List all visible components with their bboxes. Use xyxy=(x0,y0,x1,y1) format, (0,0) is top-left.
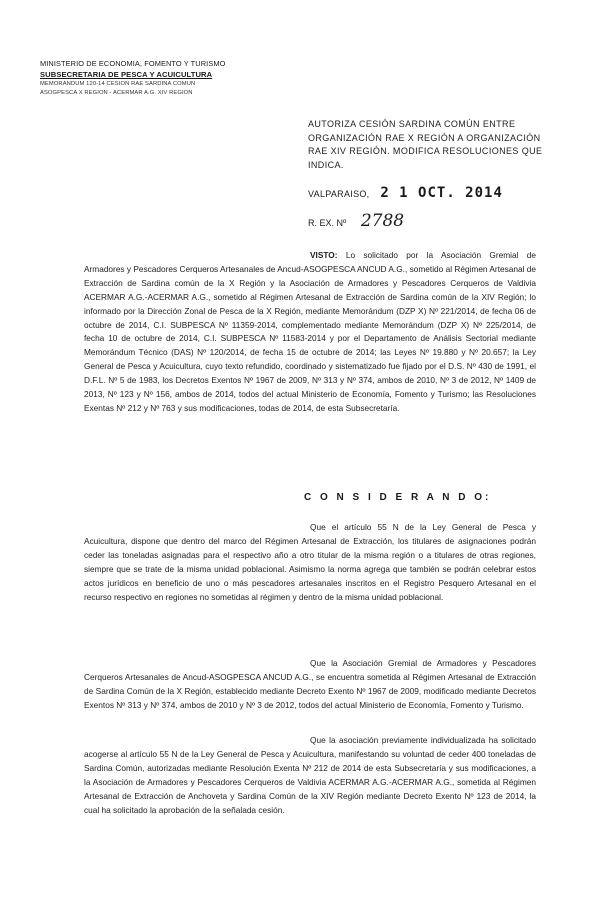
exenta-label: R. EX. Nº xyxy=(308,218,347,228)
visto-text: Lo solicitado por la Asociación Gremial de Armadores y Pescadores Cerqueros Artesanales de Ancud-ASOGPESCA ANCUD A.G., sometido al Régimen Artesanal de Extracción de Sardina común de la X Región y la Asociación de Armadores y Pescadores Cerqueros de Valdivia ACERMAR A.G.-ACERMAR A.G., sometido al Régimen Artesanal de Extracción de Sardina común de la XIV Región; lo informado por la Dirección Zonal de Pesca de la X Región, mediante Memorándum (DZP X) Nº 221/2014, de fecha 06 de octubre de 2014, C.I. SUBPESCA Nº 11359-2014, complementado mediante Memorándum (DZP X) Nº 225/2014, de fecha 10 de octubre de 2014, C.I. SUBPESCA Nº 11583-2014 y por el Departamento de Análisis Sectorial mediante Memorándum Técnico (DAS) Nº 120/2014, de fecha 15 de octubre de 2014; las Leyes Nº 19.880 y Nº 20.657; la Ley General de Pesca y Acuicultura, cuyo texto refundido, coordinado y sistematizado fue fijado por el D.S. Nº 430 de 1991, el D.F.L. Nº 5 de 1983, los Decretos Exentos Nº 1967 de 2009, Nº 313 y Nº 374, ambos de 2010, Nº 3 de 2012, Nº 1409 de 2013, Nº 123 y Nº 156, ambos de 2014, todos del actual Ministerio de Economía, Fomento y Turismo; las Resoluciones Exentas Nº 212 y Nº 763 y sus modificaciones, todas de 2014, de esta Subsecretaría. xyxy=(84,250,536,413)
dateline xyxy=(308,185,503,201)
considerando-paragraph-2: Que la Asociación Gremial de Armadores y Pescadores Cerqueros Artesanales de Ancud-ASOGPESCA ANCUD A.G., se encuentra sometida al Régimen Artesanal de Extracción de Sardina Común de la X Región, establecido mediante Decreto Exento Nº 1967 de 2009, modificado mediante Decretos Exentos Nº 313 y Nº 374, ambos de 2010 y Nº 3 de 2012, todos del actual Ministerio de Economía, Fomento y Turismo. xyxy=(84,658,536,710)
considerando-paragraph-3: Que la asociación previamente individualizada ha solicitado acogerse al artículo 55 N de la Ley General de Pesca y Acuicultura, manifestando su voluntad de ceder 400 toneladas de Sardina Común, autorizadas mediante Resolución Exenta Nº 212 de 2014 de esta Subsecretaría y sus modificaciones, a la Asociación de Armadores y Pescadores Cerqueros de Valdivia ACERMAR A.G.-ACERMAR A.G., sometida al Régimen Artesanal de Extracción de Anchoveta y Sardina Común de la XIV Región mediante Decreto Exento Nº 123 de 2014, la cual ha solicitado la aprobación de la señalada cesión. xyxy=(84,735,536,815)
considerando-heading: C O N S I D E R A N D O: xyxy=(304,492,492,503)
visto-paragraph xyxy=(84,249,536,416)
visto-label: VISTO: xyxy=(310,250,338,260)
place-label: VALPARAISO, xyxy=(308,189,370,199)
exenta-number xyxy=(308,211,404,231)
memo-reference-line-1: MEMORANDUM 120-14 CESION RAE SARDINA COMUN xyxy=(40,81,196,87)
resolution-summary: AUTORIZA CESIÓN SARDINA COMÚN ENTRE ORGANIZACIÓN RAE X REGIÓN A ORGANIZACIÓN RAE XIV REGIÓN. MODIFICA RESOLUCIONES QUE INDICA. xyxy=(308,119,543,170)
memo-reference-line-2: ASOGPESCA X REGION - ACERMAR A.G. XIV REGION xyxy=(40,90,193,96)
letterhead xyxy=(40,58,280,98)
date-stamp: 2 1 OCT. 2014 xyxy=(380,185,503,201)
exenta-value: 2788 xyxy=(360,211,405,231)
ministry-name: MINISTERIO DE ECONOMIA, FOMENTO Y TURISMO xyxy=(40,59,226,68)
subsecretaria-name: SUBSECRETARIA DE PESCA Y ACUICULTURA xyxy=(40,70,213,79)
considerando-paragraph-1: Que el artículo 55 N de la Ley General de Pesca y Acuicultura, dispone que dentro del marco del Régimen Artesanal de Extracción, los titulares de asignaciones podrán ceder las toneladas asignadas para el respectivo año a otro titular de la misma región o a titulares de otras regiones, siempre que se trate de la misma unidad poblacional. Asimismo la norma agrega que también se podrán celebrar estos actos jurídicos en beneficio de uno o más pescadores artesanales inscritos en el Registro Pesquero Artesanal en el recurso respectivo en regiones no sometidas al régimen y dentro de la misma unidad poblacional. xyxy=(84,522,536,602)
